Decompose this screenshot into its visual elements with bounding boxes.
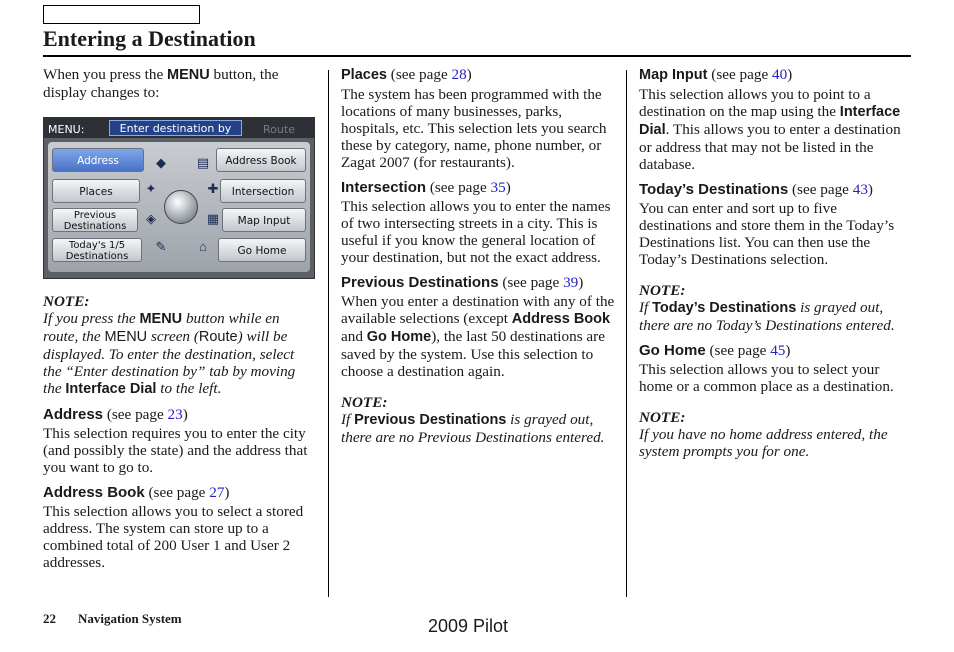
address-book-heading: Address Book (see page 27) [43, 484, 230, 501]
places-body: The system has been programmed with the locations of many businesses, parks, hospitals, etc. This selection lets you search these by category, name, phone number, or Zagat 2007 (for restaurants). [341, 86, 607, 171]
todays-destinations-page-link[interactable]: 43 [852, 181, 868, 198]
column-2 [341, 66, 615, 446]
previous-destinations-page-link[interactable]: 39 [563, 274, 579, 291]
intersection-page-link[interactable]: 35 [490, 179, 506, 196]
note-body: If you press the MENU button while en route, the MENU screen (Route) will be displayed. To enter the destination, select the “Enter destination by” tab by moving the Interface Dial to the left. [43, 310, 296, 397]
screen-previous-destinations-button[interactable]: Previous Destinations [52, 208, 138, 232]
note-heading-2: NOTE: [341, 394, 388, 411]
menu-button-ref: MENU [167, 67, 210, 83]
screen-map-input-button[interactable]: Map Input [222, 208, 306, 232]
interface-dial-icon[interactable] [164, 190, 198, 224]
note-body-2: If Previous Destinations is grayed out, there are no Previous Destinations entered. [341, 411, 605, 446]
previous-destinations-heading: Previous Destinations (see page 39) [341, 274, 584, 291]
screen-address-button[interactable]: Address [52, 148, 144, 172]
map-input-icon: ▦ [206, 211, 220, 226]
column-1 [43, 66, 315, 571]
screen-intersection-button[interactable]: Intersection [220, 179, 306, 203]
screen-go-home-button[interactable]: Go Home [218, 238, 306, 262]
map-input-page-link[interactable]: 40 [771, 66, 788, 83]
note-heading-3: NOTE: [639, 282, 686, 299]
address-diamond-icon: ◆ [156, 155, 166, 170]
screen-menu-panel [48, 142, 310, 272]
address-book-icon: ▤ [196, 155, 210, 170]
go-home-heading: Go Home (see page 45) [639, 342, 791, 359]
column-3 [639, 66, 911, 460]
go-home-page-link[interactable]: 45 [770, 342, 786, 359]
intersection-heading: Intersection (see page 35) [341, 179, 511, 196]
page-number: 22 [43, 611, 56, 626]
places-heading: Places (see page 28) [341, 66, 472, 83]
places-icon: ✦ [145, 181, 157, 196]
column-divider-2 [626, 70, 627, 597]
footer-model: 2009 Pilot [428, 616, 509, 636]
todays-destinations-heading: Today’s Destinations (see page 43) [639, 181, 873, 198]
address-body: This selection requires you to enter the city (and possibly the state) and the address that you want to go to. [43, 425, 308, 476]
tab-enter-destination-by[interactable]: Enter destination by [109, 120, 242, 136]
column-divider-1 [328, 70, 329, 597]
note-heading-4: NOTE: [639, 409, 686, 426]
header-tab-box [43, 5, 200, 24]
screen-places-button[interactable]: Places [52, 179, 140, 203]
go-home-icon: ⌂ [199, 239, 207, 254]
todays-destinations-body: You can enter and sort up to five destinations and store them in the Today’s Destinations list. You can then use the Today’s Destinations selection. [639, 200, 895, 268]
navigation-screenshot [43, 117, 315, 279]
screen-todays-destinations-button[interactable]: Today's 1/5 Destinations [52, 238, 142, 262]
tab-route[interactable]: Route [263, 123, 295, 136]
todays-destinations-icon: ✎ [155, 239, 167, 254]
title-rule [43, 55, 911, 57]
places-page-link[interactable]: 28 [451, 66, 467, 83]
screen-tab-bar [44, 118, 314, 138]
intro-paragraph: When you press the MENU button, the display changes to: [43, 66, 279, 101]
address-book-body: This selection allows you to select a stored address. The system can store up to a combined total of 200 User 1 and User 2 addresses. [43, 503, 304, 571]
screen-address-book-button[interactable]: Address Book [216, 148, 306, 172]
previous-destinations-icon: ◈ [146, 211, 156, 226]
previous-destinations-body: When you enter a destination with any of the available selections (except Address Book and Go Home), the last 50 destinations are saved by the system. Use this selection to choose a destination again. [341, 293, 615, 380]
footer-label: Navigation System [78, 611, 182, 626]
go-home-body: This selection allows you to select your home or a common place as a destination. [639, 361, 894, 395]
map-input-body: This selection allows you to point to a destination on the map using the Interface Dial. This allows you to enter a destination or address that may not be listed in the database. [639, 86, 901, 173]
intersection-icon: ✚ [207, 181, 219, 196]
note-body-4: If you have no home address entered, the system prompts you for one. [639, 426, 888, 460]
page-title: Entering a Destination [43, 26, 256, 51]
address-page-link[interactable]: 23 [167, 406, 183, 423]
map-input-heading: Map Input (see page 40) [639, 66, 793, 83]
address-book-page-link[interactable]: 27 [209, 484, 225, 501]
note-body-3: If Today’s Destinations is grayed out, there are no Today’s Destinations entered. [639, 299, 895, 334]
note-heading: NOTE: [43, 293, 90, 310]
address-heading: Address (see page 23) [43, 406, 188, 423]
intersection-body: This selection allows you to enter the names of two intersecting streets in a city. This is useful if you know the general location of your destination, but not the exact address. [341, 198, 611, 266]
screen-menu-label: MENU: [48, 123, 85, 136]
